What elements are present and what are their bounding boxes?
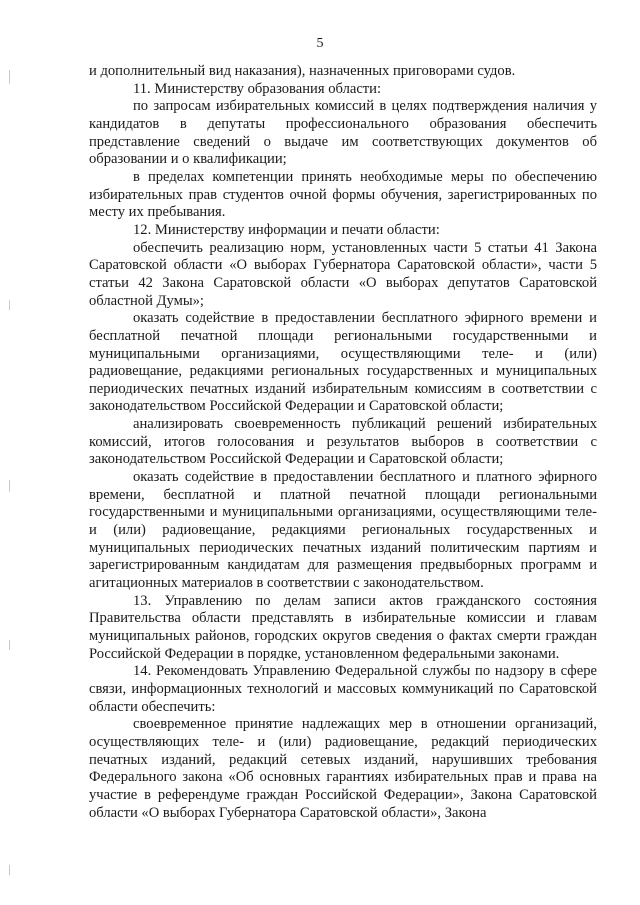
paragraph-item-12-a: обеспечить реализацию норм, установленных части 5 статьи 41 Закона Саратовской области «О выборах Губернатора Саратовской области», части 5 статьи 42 Закона Саратовской области «О выборах депутатов Саратовской областной Думы»; [89, 239, 597, 309]
paragraph-item-14-heading: 14. Рекомендовать Управлению Федеральной службы по надзору в сфере связи, информационных технологий и массовых коммуникаций по Саратовской области обеспечить: [89, 663, 597, 715]
scan-margin-mark-5 [9, 865, 10, 875]
document-body [89, 63, 597, 822]
paragraph-item-12-heading: 12. Министерству информации и печати области: [133, 221, 440, 238]
paragraph-item-13: 13. Управлению по делам записи актов гражданского состояния Правительства области представлять в избирательные комиссии и главам муниципальных районов, городских округов сведения о фактах смерти граждан Российской Федерации в порядке, установленном федеральными законами. [89, 592, 597, 662]
paragraph-item-11-a: по запросам избирательных комиссий в целях подтверждения наличия у кандидатов в депутаты профессионального образования обеспечить представление сведений о выдаче им соответствующих документов об образовании и о квалификации; [89, 98, 597, 168]
paragraph-continuation: и дополнительный вид наказания), назначенных приговорами судов. [89, 63, 516, 79]
paragraph-item-11-heading: 11. Министерству образования области: [133, 80, 382, 97]
paragraph-item-12-b: оказать содействие в предоставлении бесплатного эфирного времени и бесплатной печатной площади региональными государственными и муниципальными организациями, осуществляющими теле- и (или) радиовещание, редакциями региональных государственных и муниципальных периодических печатных изданий избирательным комиссиям в соответствии с законодательством Российской Федерации и Саратовской области; [89, 310, 597, 415]
paragraph-item-14-a: своевременное принятие надлежащих мер в отношении организаций, осуществляющих теле- и (или) радиовещание, редакций периодических печатных изданий, редакций сетевых изданий, нарушивших требования Федерального закона «Об основных гарантиях избирательных прав и права на участие в референдуме граждан Российской Федерации», Закона Саратовской области «О выборах Губернатора Саратовской области», Закона [89, 716, 597, 821]
scan-margin-mark-3 [9, 480, 10, 492]
paragraph-item-12-c: анализировать своевременность публикаций решений избирательных комиссий, итогов голосования и результатов выборов в соответствии с законодательством Российской Федерации и Саратовской области; [89, 416, 597, 468]
page-number: 5 [316, 36, 324, 51]
scan-margin-mark-4 [9, 640, 10, 650]
paragraph-item-12-d: оказать содействие в предоставлении бесплатного и платного эфирного времени, бесплатной и платной печатной площади региональными государственными и муниципальными организациями, осуществляющими теле- и (или) радиовещание, редакциями региональных государственных и муниципальных периодических печатных изданий политическим партиям и зарегистрированным кандидатам для размещения предвыборных программ и агитационных материалов в соответствии с законодательством. [89, 469, 597, 592]
scan-margin-mark-1 [9, 70, 10, 84]
scan-margin-mark-2 [9, 300, 10, 310]
paragraph-item-11-b: в пределах компетенции принять необходимые меры по обеспечению избирательных прав студентов очной формы обучения, зарегистрированных по месту их пребывания. [89, 168, 597, 221]
